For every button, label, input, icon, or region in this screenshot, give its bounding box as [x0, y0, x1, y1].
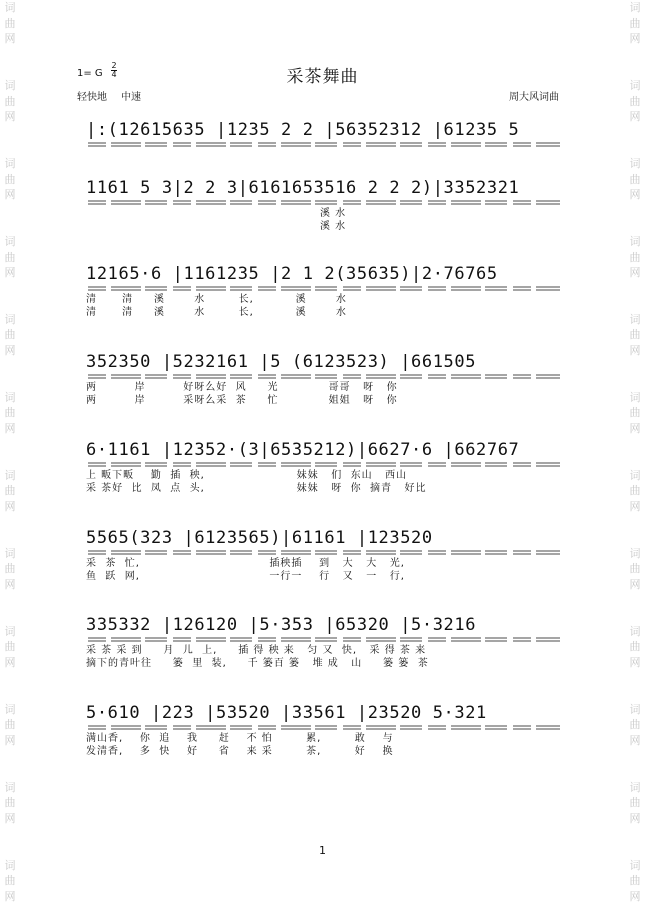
- tempo-marking: [77, 88, 155, 103]
- score-system: [86, 703, 562, 763]
- lyric-line: 清 清 溪 水 长, 溪 水: [86, 307, 347, 318]
- lyric-line: 采 茶好 比 凤 点 头, 妹妹 呀 你 摘青 好比: [86, 483, 427, 494]
- notes-line: 335332 |126120 |5·353 |65320 |5·3216: [86, 615, 477, 635]
- beam-lines: [86, 440, 562, 470]
- score-system: [86, 264, 562, 324]
- watermark-left: 词 曲 网 词 曲 网 词 曲 网 词 曲 网 词 曲 网 词 曲 网 词 曲 网 词 曲 网 词 曲 网 词 曲 网 词 曲 网 词 曲 网: [4, 1, 16, 903]
- score-system: [86, 615, 562, 675]
- beam-lines: [86, 352, 562, 382]
- notes-line: 12165·6 |1161235 |2 1 2(35635)|2·76765: [86, 264, 498, 284]
- notes-line: 352350 |5232161 |5 (6123523) |661505: [86, 352, 477, 372]
- lyric-line: 采 茶 采 到 月 儿 上, 插 得 秧 来 匀 又 快, 采 得 茶 来: [86, 645, 427, 656]
- lyric-line: 采 茶 忙, 插秧插 到 大 大 光,: [86, 558, 405, 569]
- notes-line: 5·610 |223 |53520 |33561 |23520 5·321: [86, 703, 487, 723]
- beam-lines: [86, 120, 562, 150]
- meter-bottom: 4: [111, 70, 117, 79]
- lyric-line: 溪 水: [86, 208, 347, 219]
- meter-top: 2: [111, 61, 117, 70]
- beam-lines: [86, 528, 562, 558]
- beam-lines: [86, 264, 562, 294]
- beam-lines: [86, 178, 562, 208]
- beam-lines: [86, 615, 562, 645]
- key-signature: 1= G: [77, 68, 103, 79]
- lyric-line: 两 岸 好呀么好 风 光 哥哥 呀 你: [86, 382, 398, 393]
- watermark-right: 词 曲 网 词 曲 网 词 曲 网 词 曲 网 词 曲 网 词 曲 网 词 曲 网 词 曲 网 词 曲 网 词 曲 网 词 曲 网 词 曲 网: [629, 1, 641, 903]
- notes-line: 1161 5 3|2 2 3|6161653516 2 2 2)|3352321: [86, 178, 520, 198]
- notes-line: |:(1̇2̇6̇1̇5635 |1235 2 2 |56352312 |61235 5: [86, 120, 531, 140]
- tempo-expression: 轻快地: [77, 92, 107, 103]
- score-system: [86, 528, 562, 588]
- notes-line: 5565(323 |6123565)|61161 |123520: [86, 528, 433, 548]
- score-system: [86, 120, 562, 180]
- score-system: [86, 440, 562, 500]
- composer-credit: 周大风词曲: [509, 92, 559, 103]
- time-signature: [110, 62, 118, 79]
- lyric-line: 满山香, 你 追 我 赶 不 怕 累, 敢 与: [86, 733, 394, 744]
- notes-line: 6·1161 |12352·(3|6535212)|6627·6 |662767: [86, 440, 520, 460]
- score-system: [86, 178, 562, 238]
- lyric-line: 鱼 跃 网, 一行一 行 又 一 行,: [86, 571, 405, 582]
- page-number: 1: [319, 844, 326, 857]
- tempo-speed: 中速: [121, 92, 141, 103]
- lyric-line: 发清香, 多 快 好 省 来 采 茶, 好 换: [86, 746, 394, 757]
- lyric-line: 清 清 溪 水 长, 溪 水: [86, 294, 347, 305]
- song-title: 采茶舞曲: [286, 67, 359, 87]
- lyric-line: 上 畈下畈 勤 插 秧, 妹妹 们 东山 西山: [86, 470, 408, 481]
- beam-lines: [86, 703, 562, 733]
- lyric-line: 两 岸 采呀么采 茶 忙 姐姐 呀 你: [86, 395, 398, 406]
- score-system: [86, 352, 562, 412]
- lyric-line: 溪 水: [86, 221, 347, 232]
- lyric-line: 摘下的青叶往 篓 里 装, 千 篓百 篓 堆 成 山 篓 篓 茶: [86, 658, 429, 669]
